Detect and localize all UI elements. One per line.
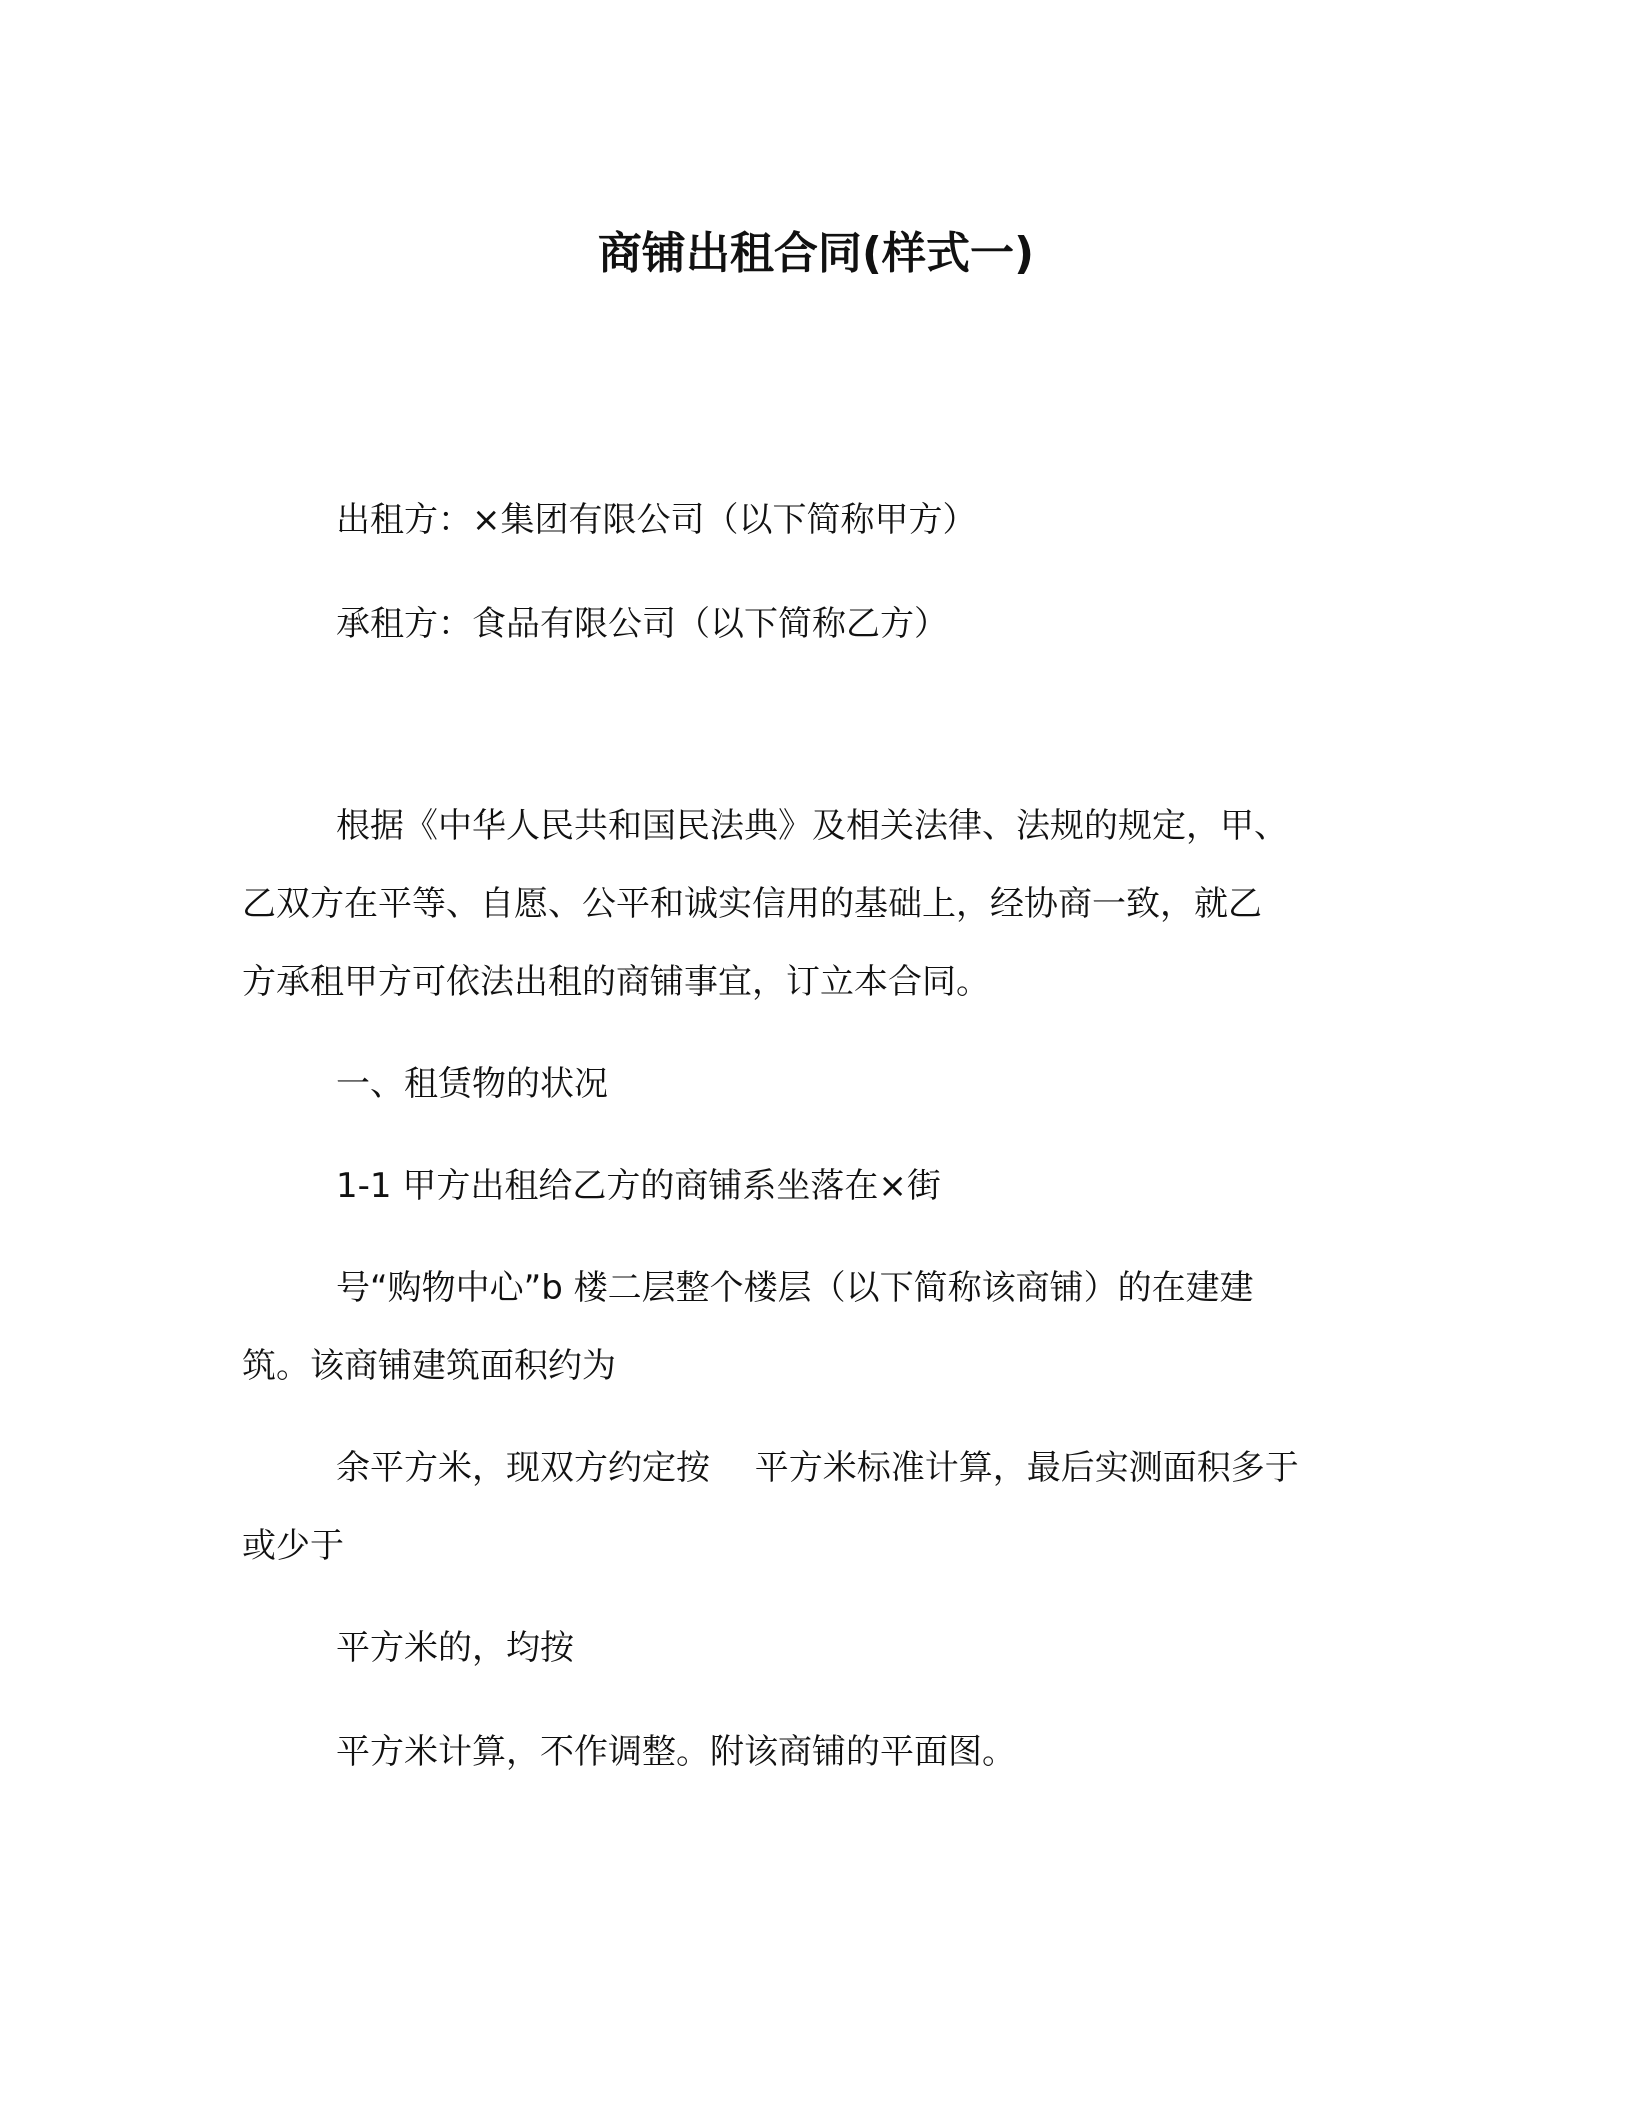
lessee-line: 承租方：食品有限公司（以下简称乙方） — [336, 604, 948, 644]
preamble-line-3: 方承租甲方可依法出租的商铺事宜，订立本合同。 — [242, 962, 990, 1002]
section-1-heading: 一、租赁物的状况 — [336, 1064, 608, 1104]
preamble-line-2: 乙双方在平等、自愿、公平和诚实信用的基础上，经协商一致，就乙 — [242, 884, 1262, 924]
document-title: 商铺出租合同(样式一) — [597, 228, 1035, 279]
area-line-1: 余平方米，现双方约定按 平方米标准计算，最后实测面积多于 — [336, 1448, 1299, 1488]
area-line-3: 平方米的，均按 — [336, 1628, 574, 1668]
lessor-line: 出租方：×集团有限公司（以下简称甲方） — [336, 500, 977, 540]
clause-1-1-continued-line-1: 号“购物中心”b 楼二层整个楼层（以下简称该商铺）的在建建 — [336, 1268, 1254, 1308]
area-line-4: 平方米计算，不作调整。附该商铺的平面图。 — [336, 1732, 1016, 1772]
preamble-line-1: 根据《中华人民共和国民法典》及相关法律、法规的规定，甲、 — [336, 806, 1288, 846]
clause-1-1-continued-line-2: 筑。该商铺建筑面积约为 — [242, 1346, 616, 1386]
area-line-2: 或少于 — [242, 1526, 344, 1566]
clause-1-1: 1-1 甲方出租给乙方的商铺系坐落在×街 — [336, 1166, 941, 1206]
